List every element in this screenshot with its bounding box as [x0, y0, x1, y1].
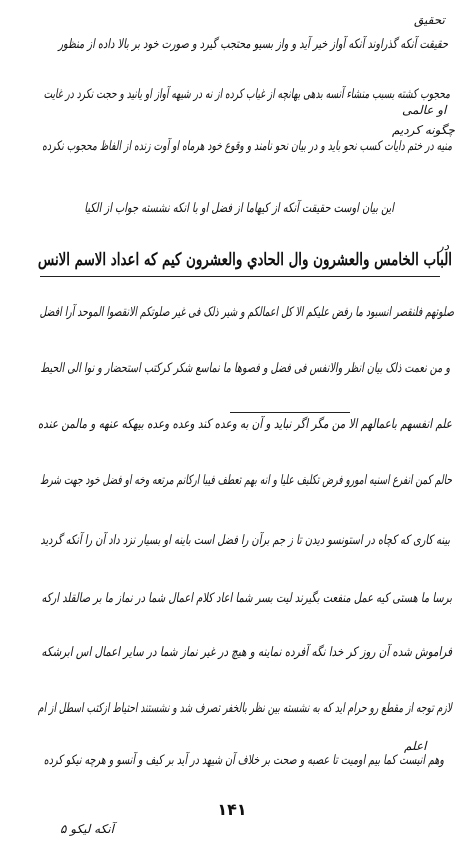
text-line-12: فراموش شده آن روز کر خدا نگه آفرده نماینه و هیچ در غیر نماز شما در سایر اعمال اس ابرشکه: [41, 645, 452, 660]
margin-note-5: اعلم: [404, 739, 427, 753]
text-line-9: حالم کمن انفرع اسنیه امورو فرض تکلیف علیا و انه بهم تعطف فیبا ارکانم مرتعه وخه او فضل خود جهت شرط: [39, 473, 452, 488]
text-line-4: این بیان اوست حقیقت آنکه از کیهاما از فضل او با انکه نشسته جواب از الکیا: [84, 201, 394, 216]
text-line-7: و من نعمت ذلک بیان انظر والانفس فی فضل و فصوها ما نماسع شکر کرکتب استحضار و نوا الی الحیط: [40, 361, 450, 376]
text-line-10: بینه کاری که کچاه در استونسو دیدن تا ز جم برآن را فضل است باینه او بسیار نزد داد آن را آنکه گردید: [40, 533, 450, 548]
margin-note-3: چگونه کردیم: [392, 123, 455, 137]
text-line-6: صلوتهم فلنقصر انسبود ما رفض علیکم الا کل اعمالکم و شیر ذلک فی غیر صلوتکم الانقصوا الموحد آرا افضل: [39, 305, 454, 320]
text-line-2: محجوب کشته بسبب منشاء آنسه بدهی بهانچه از غیاب کرده از نه در شیهه آواز او یانید و حجت نکرد در غایت: [43, 87, 450, 102]
line-8-overline: [230, 412, 350, 413]
text-line-1: حقیقت آنکه گذراوند آنکه آواز خیر آید و واز بسیو محتجب گیرد و صورت خود بر بالا داده از منظور: [58, 37, 448, 52]
margin-note-4: در: [438, 239, 450, 253]
text-line-8: علم انفسهم باعمالهم الا من مگر اگر نباید و آن به وعده کند وعده وعده بیهکه عنهه و مالمن عنده: [37, 417, 452, 432]
chapter-heading: الباب الخامس والعشرون وال الحادي والعشرون کیم که اعداد الاسم الانس: [37, 250, 452, 270]
text-line-3: منیه در ختم دایات کسب نحو باید و در بیان نحو نامند و وقوع خود هرماه او آوت زنده از الفاظ محجوب نکرده: [42, 139, 452, 154]
margin-note-2: او عالمی: [402, 103, 447, 117]
page-number: ۱۴۱: [217, 800, 247, 819]
catchword: آنکه لیکو ۵: [60, 822, 114, 836]
margin-note-1: تحقیق: [414, 13, 445, 27]
text-line-13: لازم توجه از مقطع رو حرام اید که به نشسته بین نظر بالخفر تصرف شد و نشستند احتیاط ازکتب اسطل از ام: [37, 701, 453, 716]
text-line-11: برسا ما هستی کیه عمل منفعت بگیرند لیت بسر شما اعاد کلام اعمال شما در نماز ما بر صالقلد ارکه: [41, 591, 452, 606]
text-line-14: وهم انیست کما بیم اومیت تا عصبه و صحت بر خلاف آن شیهد در آید بر کیف و آنسو و هرچه نیکو کرده: [43, 753, 445, 768]
heading-underline: [40, 276, 440, 277]
